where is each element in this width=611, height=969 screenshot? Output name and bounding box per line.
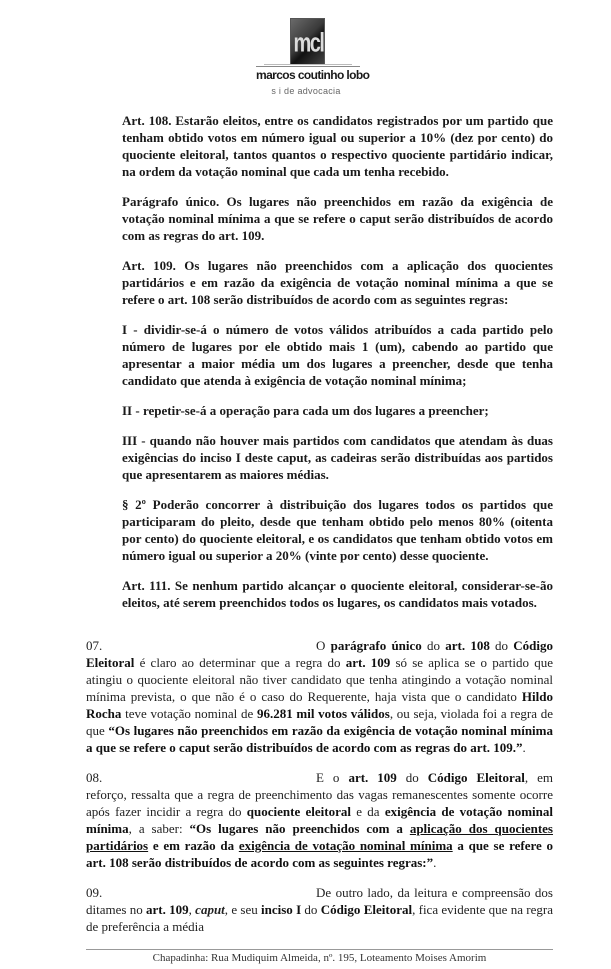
- quote-art-109-inciso-ii: II - repetir-se-á a operação para cada um dos lugares a preencher;: [122, 403, 489, 418]
- firm-subtitle: s i de advocacia: [271, 86, 341, 96]
- footer-address: Chapadinha: Rua Mudiquim Almeida, nº. 195, Loteamento Moises Amorim: [152, 952, 487, 964]
- quote-art-108: Art. 108. Estarão eleitos, entre os candidatos registrados por um partido que tenham obtido votos em número igual ou superior a 10% (dez por cento) do quociente eleitoral, tantos quantos o respectivo quociente partidário indicar, na ordem da votação nominal que cada um tenha recebido.: [122, 113, 553, 179]
- footer: [86, 949, 553, 969]
- paragraph-08: 08. E o art. 109 do Código Eleitoral, em reforço, ressalta que a regra de preenchimento das vagas remanescentes somente ocorre após fazer incidir a regra do quociente eleitoral e da exigência de votação nominal mínima, a saber: “Os lugares não preenchidos com a aplicação dos quocientes partidários e em razão da exigência de votação nominal mínima a que se refere o art. 108 serão distribuídos de acordo com as seguintes regras:”.: [86, 770, 553, 870]
- quote-art-109-inciso-iii: III - quando não houver mais partidos com candidatos que atendam às duas exigências do inciso I deste caput, as cadeiras serão distribuídas aos partidos que apresentarem as maiores médias.: [122, 433, 553, 482]
- quote-art-109: Art. 109. Os lugares não preenchidos com a aplicação dos quocientes partidários e em razão da exigência de votação nominal mínima a que se refere o art. 108 serão distribuídos de acordo com as seguintes regras:: [122, 258, 553, 307]
- document-body: [0, 98, 611, 935]
- footer-divider: [86, 949, 553, 950]
- logo-divider: [264, 64, 352, 65]
- quote-art-108-paragrafo-unico: Parágrafo único. Os lugares não preenchidos em razão da exigência de votação nominal mínima a que se refere o caput serão distribuídos de acordo com as regras do art. 109.: [122, 194, 553, 243]
- logo-mark: [290, 18, 325, 65]
- logo-divider-lower: [256, 66, 360, 67]
- paragraph-number: 07.: [86, 638, 103, 653]
- firm-name: marcos coutinho lobo: [256, 68, 370, 82]
- quote-art-111: Art. 111. Se nenhum partido alcançar o quociente eleitoral, considerar-se-ão eleitos, até serem preenchidos todos os lugares, os candidatos mais votados.: [122, 578, 553, 610]
- firm-logo: [256, 16, 370, 98]
- quote-art-109-inciso-i: I - dividir-se-á o número de votos válidos atribuídos a cada partido pelo número de lugares por ele obtido mais 1 (um), cabendo ao partido que apresentar a maior média um dos lugares a preencher, desde que tenha candidato que atenda à exigência de votação nominal mínima;: [122, 322, 553, 388]
- paragraph-number: 09.: [86, 885, 103, 900]
- paragraph-07: 07. O parágrafo único do art. 108 do Código Eleitoral é claro ao determinar que a regra do art. 109 só se aplica se o partido que atingiu o quociente eleitoral não tiver candidato que tenha atingindo a votação nominal mínima prevista, o que não é o caso do Requerente, haja vista que o candidato Hildo Rocha teve votação nominal de 96.281 mil votos válidos, ou seja, violada foi a regra de que “Os lugares não preenchidos em razão da exigência de votação nominal mínima a que se refere o caput serão distribuídos de acordo com as regras do art. 109.”.: [86, 638, 554, 755]
- paragraph-09: 09. De outro lado, da leitura e compreensão dos ditames no art. 109, caput, e seu inciso I do Código Eleitoral, fica evidente que na regra de preferência a média: [86, 885, 553, 934]
- quote-art-109-paragrafo-2: § 2º Poderão concorrer à distribuição dos lugares todos os partidos que participaram do pleito, desde que tenham obtido pelo menos 80% (oitenta por cento) do quociente eleitoral, e os candidatos que tenham obtido votos em número igual ou superior a 20% (vinte por cento) desse quociente.: [122, 497, 553, 563]
- logo-mark-text: mcl: [293, 28, 324, 58]
- paragraph-number: 08.: [86, 770, 103, 785]
